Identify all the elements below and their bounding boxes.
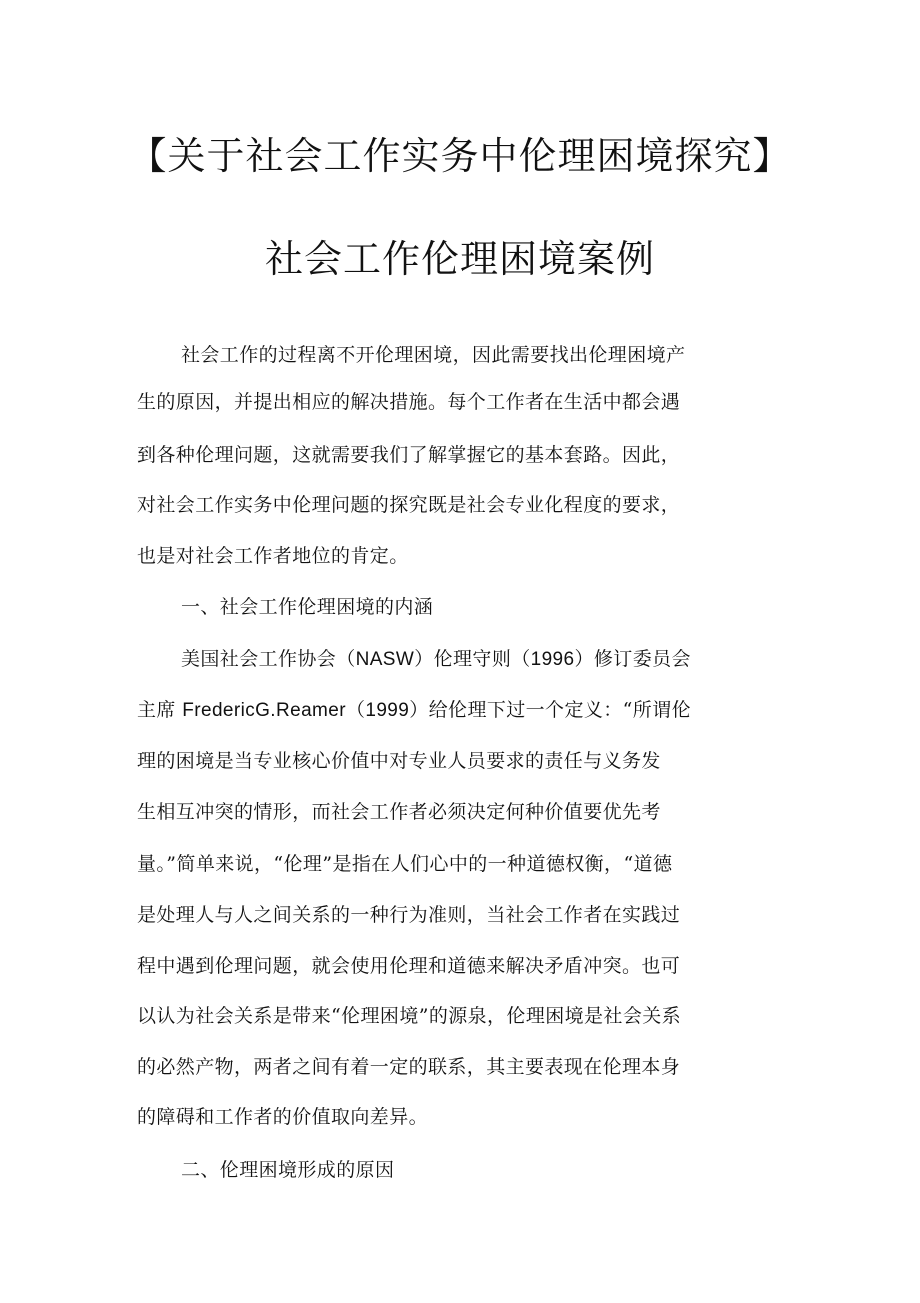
text-run: 美国社会工作协会（: [181, 648, 356, 670]
text-run: 1999: [365, 700, 410, 721]
document-subtitle: 社会工作伦理困境案例: [264, 237, 655, 281]
paragraph-line: [137, 701, 691, 720]
paragraph-line: 以认为社会关系是带来“伦理困境”的源泉，伦理困境是社会关系: [137, 1005, 682, 1027]
paragraph-line: 生的原因，并提出相应的解决措施。每个工作者在生活中都会遇: [137, 391, 681, 413]
paragraph-line: 量。”简单来说，“伦理”是指在人们心中的一种道德权衡，“道德: [137, 853, 673, 875]
paragraph-line: 的必然产物，两者之间有着一定的联系，其主要表现在伦理本身: [137, 1056, 681, 1078]
section-heading: 二、伦理困境形成的原因: [181, 1159, 395, 1181]
paragraph-line: 也是对社会工作者地位的肯定。: [137, 545, 409, 567]
text-run: NASW: [355, 649, 415, 670]
paragraph-line: 的障碍和工作者的价值取向差异。: [137, 1106, 429, 1128]
paragraph-line: 生相互冲突的情形，而社会工作者必须决定何种价值要优先考: [137, 801, 661, 823]
paragraph-line: 是处理人与人之间关系的一种行为准则，当社会工作者在实践过: [137, 904, 681, 926]
paragraph-line: 程中遇到伦理问题，就会使用伦理和道德来解决矛盾冲突。也可: [137, 955, 681, 977]
text-run: （: [345, 699, 366, 721]
paragraph-line: 社会工作的过程离不开伦理困境，因此需要找出伦理困境产: [181, 344, 686, 366]
text-run: ）修订委员会: [574, 648, 691, 670]
text-run: ）伦理守则（: [414, 648, 531, 670]
text-run: ）给伦理下过一个定义：“所谓伦: [409, 699, 691, 721]
paragraph-line: 对社会工作实务中伦理问题的探究既是社会专业化程度的要求，: [137, 494, 681, 516]
document-title: 【关于社会工作实务中伦理困境探究】: [128, 134, 792, 178]
paragraph-line: [181, 650, 691, 669]
section-heading: 一、社会工作伦理困境的内涵: [181, 596, 434, 618]
text-run: 主席: [137, 699, 183, 721]
text-run: 1996: [530, 649, 575, 670]
text-run: FredericG.Reamer: [182, 700, 346, 721]
paragraph-line: 理的困境是当专业核心价值中对专业人员要求的责任与义务发: [137, 750, 661, 772]
paragraph-line: 到各种伦理问题，这就需要我们了解掌握它的基本套路。因此，: [137, 444, 681, 466]
